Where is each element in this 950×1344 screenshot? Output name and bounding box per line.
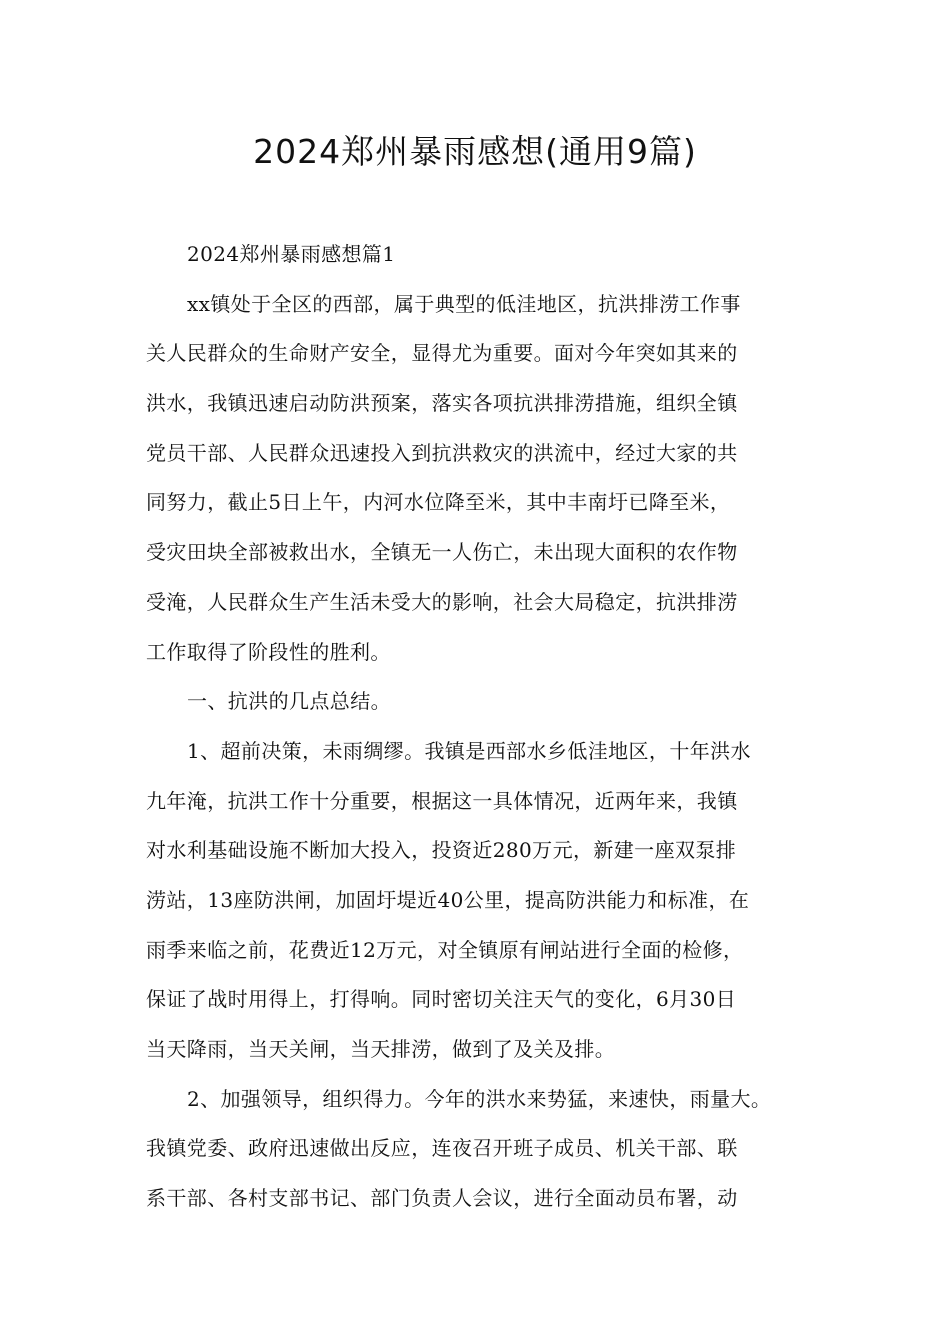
paragraph-line: 受淹，人民群众生产生活未受大的影响，社会大局稳定，抗洪排涝 xyxy=(146,589,738,614)
paragraph-line: 工作取得了阶段性的胜利。 xyxy=(146,639,391,664)
paragraph-line: 1、超前决策，未雨绸缪。我镇是西部水乡低洼地区，十年洪水 xyxy=(187,738,751,763)
paragraph-line: xx镇处于全区的西部，属于典型的低洼地区，抗洪排涝工作事 xyxy=(187,291,741,316)
paragraph-line: 系干部、各村支部书记、部门负责人会议，进行全面动员布署，动 xyxy=(146,1186,738,1211)
paragraph-line: 雨季来临之前，花费近12万元，对全镇原有闸站进行全面的检修， xyxy=(146,937,744,962)
paragraph xyxy=(146,230,826,280)
paragraph xyxy=(146,1075,826,1224)
paragraph-line: 2024郑州暴雨感想篇1 xyxy=(187,242,396,266)
paragraph-line: 对水利基础设施不断加大投入，投资近280万元，新建一座双泵排 xyxy=(146,838,737,863)
paragraph xyxy=(146,727,826,1075)
paragraph-line: 当天降雨，当天关闸，当天排涝，做到了及关及排。 xyxy=(146,1037,616,1061)
paragraph-line: 同努力，截止5日上午，内河水位降至米，其中丰南圩已降至米， xyxy=(146,490,731,515)
paragraph-line: 保证了战时用得上，打得响。同时密切关注天气的变化，6月30日 xyxy=(146,987,737,1012)
paragraph-line: 涝站，13座防洪闸，加固圩堤近40公里，提高防洪能力和标准，在 xyxy=(146,887,750,912)
paragraph-line: 一、抗洪的几点总结。 xyxy=(187,689,391,714)
paragraph-line: 党员干部、人民群众迅速投入到抗洪救灾的洪流中，经过大家的共 xyxy=(146,440,738,465)
document-title: 2024郑州暴雨感想(通用9篇) xyxy=(253,132,697,171)
paragraph-line: 九年淹，抗洪工作十分重要，根据这一具体情况，近两年来，我镇 xyxy=(146,788,738,813)
paragraph xyxy=(146,280,826,678)
paragraph-line: 受灾田块全部被救出水，全镇无一人伤亡，未出现大面积的农作物 xyxy=(146,540,738,565)
paragraph-line: 洪水，我镇迅速启动防洪预案，落实各项抗洪排涝措施，组织全镇 xyxy=(146,391,738,416)
paragraph-line: 我镇党委、政府迅速做出反应，连夜召开班子成员、机关干部、联 xyxy=(146,1136,738,1161)
paragraph xyxy=(146,677,826,727)
document-body xyxy=(146,230,826,1224)
paragraph-line: 2、加强领导，组织得力。今年的洪水来势猛，来速快，雨量大。 xyxy=(187,1086,772,1111)
paragraph-line: 关人民群众的生命财产安全，显得尤为重要。面对今年突如其来的 xyxy=(146,341,738,366)
